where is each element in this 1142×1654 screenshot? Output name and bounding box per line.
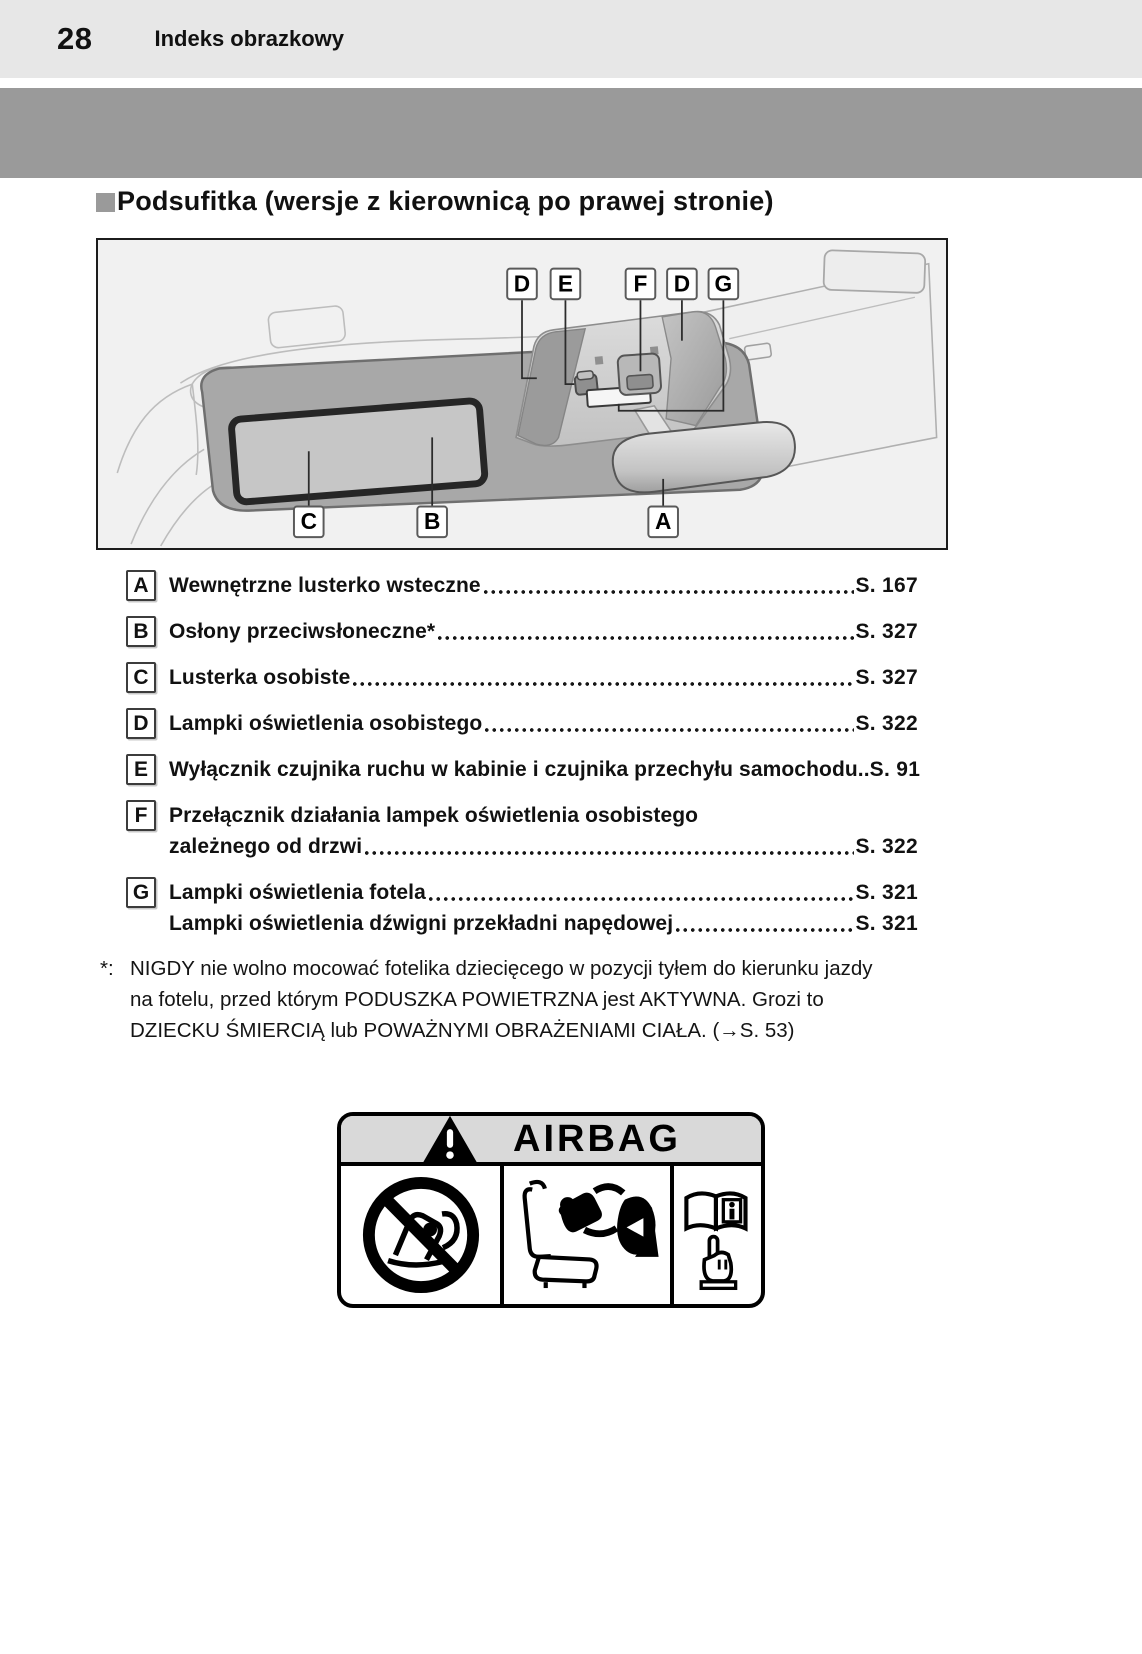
footnote-marker: *: xyxy=(100,957,114,980)
item-key: G xyxy=(126,877,156,908)
item-page-ref: S. 327 xyxy=(855,620,918,643)
callout-A: A xyxy=(654,508,672,535)
item-key: F xyxy=(126,800,156,831)
footnote-line: na fotelu, przed którym PODUSZKA POWIETRZNA jest AKTYWNA. Grozi to xyxy=(130,988,824,1011)
item-key: A xyxy=(126,570,156,601)
item-text: Wyłącznik czujnika ruchu w kabinie i czujnika przechyłu samochodu.. xyxy=(169,758,870,781)
item-key: E xyxy=(126,754,156,785)
callout-F: F xyxy=(633,270,648,297)
item-text: Przełącznik działania lampek oświetlenia osobistego xyxy=(169,804,699,827)
dot-leader xyxy=(436,616,854,647)
square-bullet-icon xyxy=(96,193,115,212)
airbag-deployment-icon xyxy=(504,1166,674,1304)
section-heading xyxy=(96,186,774,217)
dot-leader xyxy=(427,877,855,908)
section-heading-text: Podsufitka (wersje z kierownicą po prawej stronie) xyxy=(117,186,774,216)
airbag-label-title: AIRBAG xyxy=(513,1117,681,1160)
item-text: Wewnętrzne lusterko wsteczne xyxy=(169,574,481,597)
headliner-illustration xyxy=(98,240,946,548)
item-text: zależnego od drzwi xyxy=(169,835,363,858)
airbag-label-body xyxy=(341,1166,761,1304)
item-page-ref: S. 321 xyxy=(855,881,918,904)
callout-G: G xyxy=(714,270,733,297)
list-item xyxy=(126,616,918,647)
callout-E: E xyxy=(557,270,574,297)
callout-D2: D xyxy=(673,270,691,297)
read-manual-icon xyxy=(674,1166,761,1304)
dot-leader xyxy=(351,662,854,693)
airbag-label-header xyxy=(341,1116,761,1166)
item-page-ref: S. 322 xyxy=(855,712,918,735)
item-page-ref: S. 321 xyxy=(855,912,918,935)
item-page-ref: S. 167 xyxy=(855,574,918,597)
picture-index-list xyxy=(126,570,921,954)
visor-clip xyxy=(617,353,661,395)
footnote-line: NIGDY nie wolno mocować fotelika dziecięcego w pozycji tyłem do kierunku jazdy xyxy=(130,957,873,980)
dot-leader xyxy=(483,708,854,739)
no-rear-facing-child-seat-icon xyxy=(341,1166,504,1304)
header-section-title: Indeks obrazkowy xyxy=(154,26,344,51)
callout-C: C xyxy=(300,508,317,535)
dot-leader xyxy=(482,570,855,601)
item-key: D xyxy=(126,708,156,739)
page-number: 28 xyxy=(57,21,93,56)
page-header xyxy=(0,0,1142,78)
list-item xyxy=(126,662,918,693)
callout-B: B xyxy=(423,508,441,535)
list-item xyxy=(126,877,918,939)
item-key: B xyxy=(126,616,156,647)
airbag-footnote xyxy=(100,953,970,1046)
item-page-ref: S. 327 xyxy=(855,666,918,689)
item-text: Lampki oświetlenia osobistego xyxy=(169,712,483,735)
item-text: Lusterka osobiste xyxy=(169,666,351,689)
footnote-line: DZIECKU ŚMIERCIĄ lub POWAŻNYMI OBRAŻENIAMI CIAŁA. (→S. 53) xyxy=(130,1019,795,1042)
item-page-ref: S. 322 xyxy=(855,835,918,858)
callout-D1: D xyxy=(513,270,531,297)
list-item xyxy=(126,708,918,739)
list-item xyxy=(126,570,918,601)
dot-leader xyxy=(674,908,854,939)
diagram-callouts-bottom xyxy=(294,507,678,538)
headliner-diagram xyxy=(96,238,948,550)
item-text: Lampki oświetlenia fotela xyxy=(169,881,426,904)
rear-light-bezel xyxy=(823,250,925,293)
list-item xyxy=(126,754,921,785)
item-page-ref: S. 91 xyxy=(869,758,921,781)
list-item xyxy=(126,800,918,862)
item-text: Lampki oświetlenia dźwigni przekładni napędowej xyxy=(169,912,674,935)
dot-leader xyxy=(363,831,854,862)
item-text: Osłony przeciwsłoneczne* xyxy=(169,620,436,643)
diagram-callouts-top xyxy=(507,269,738,300)
airbag-warning-label xyxy=(337,1112,765,1308)
item-key: C xyxy=(126,662,156,693)
warning-triangle-icon xyxy=(421,1114,479,1164)
vanity-mirror xyxy=(231,400,486,502)
chapter-gray-band xyxy=(0,88,1142,178)
